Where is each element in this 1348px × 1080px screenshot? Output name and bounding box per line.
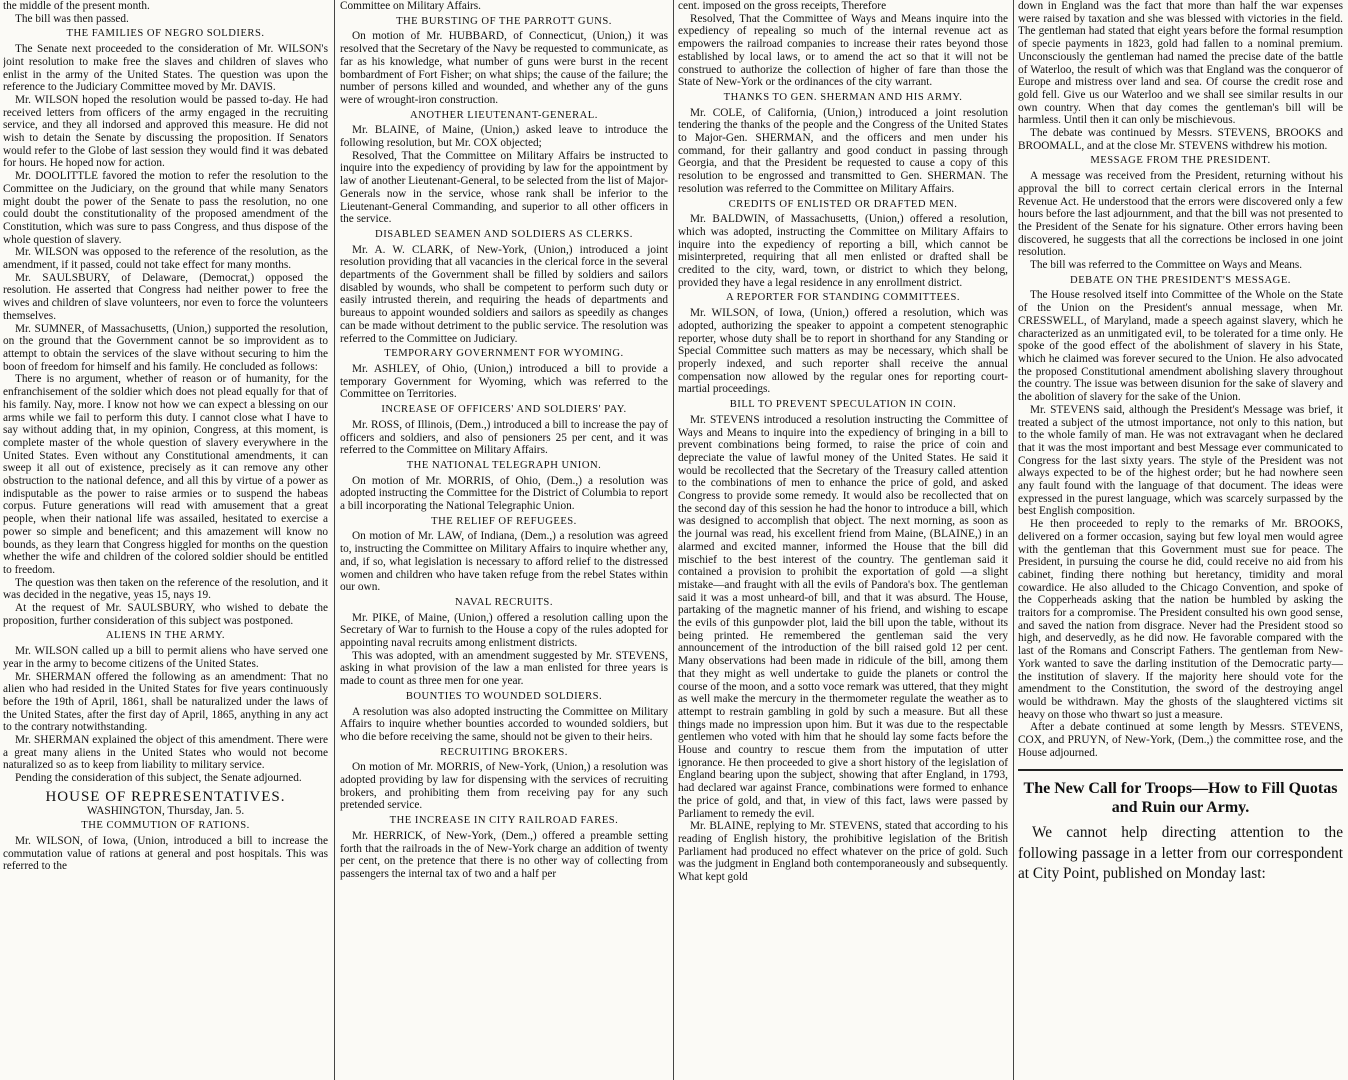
- column-3: [678, 0, 1008, 1080]
- paragraph: Mr. STEVENS introduced a resolution instructing the Committee of Ways and Means to inquire into the expediency of bringing in a bill to prevent combinations being formed, to raise the price of coin and depreciate the value of lawful money of the United States. He said it would be recollected that the Secretary of the Treasury called attention to the combinations of men to enhance the price of gold, and asked Congress to provide some remedy. It would also be recollected that on the second day of this session he had the honor to introduce a bill, which was designed to accomplish that object. The next morning, as soon as the journal was read, his excellent friend from Maine, (BLAINE,) in an alarmed and excited manner, informed the House that the bill did mischief to the best interest of the country. The gentleman said it contained a provision to prohibit the exportation of gold —a slight mistake—and fraught with all the evils of Pandora's box. The gentleman said it was a most unheard-of bill, and that it was absurd. The House, partaking of the magnetic manner of his friend, and wishing to escape the evils of this gunpowder plot, laid the bill upon the table, without its being printed. He remembered the gentleman said the very announcement of the introduction of the bill raised gold 12 per cent. Many observations had been made in ridicule of the bill, among them that they might as well undertake to guide the planets or control the course of the moon, and a sotto voce remark was uttered, that they might as well make the mercury in the thermometer regulate the weather as to attempt to restrain gambling in gold by such a measure. But all these things made no impression upon him. But it was due to the respectable gentlemen who voted with him that he should lay some facts before the House and country to rescue them from the imputation of utter ignorance. He then proceeded to give a short history of the legislation of England bearing upon the subject, showing that after England, in 1793, had declared war against France, combinations were formed to enhance the price of gold, and that, in view of this fact, laws were passed by Parliament to remedy the evil.: [678, 413, 1008, 820]
- section-heading: THE BURSTING OF THE PARROTT GUNS.: [396, 15, 612, 27]
- paragraph: A resolution was also adopted instructing the Committee on Military Affairs to inquire whether bounties accorded to wounded soldiers, but who die before receiving the same, should not be given to their heirs.: [340, 705, 668, 743]
- paragraph: The question was then taken on the reference of the resolution, and it was decided in the negative, yeas 15, nays 19.: [3, 576, 328, 602]
- paragraph: Mr. WILSON called up a bill to permit aliens who have served one year in the army to become citizens of the United States.: [3, 645, 328, 670]
- section-heading: THANKS TO GEN. SHERMAN AND HIS ARMY.: [723, 91, 963, 103]
- paragraph: Mr. SHERMAN offered the following as an amendment: That no alien who had resided in the United States for five years continuously before the 19th of April, 1861, shall be naturalized under the laws of the United States, after the first day of April, 1865, anything in any act to the contrary notwithstanding.: [3, 670, 328, 734]
- paragraph: The bill was then passed.: [15, 12, 129, 25]
- column-rule: [1013, 0, 1014, 1080]
- column-4: [1018, 0, 1343, 1080]
- paragraph: Pending the consideration of this subject, the Senate adjourned.: [15, 772, 302, 785]
- paragraph: On motion of Mr. LAW, of Indiana, (Dem.,) a resolution was agreed to, instructing the Committee on Military Affairs to inquire whether any, and, if so, what legislation is necessary to afford relief to the distressed women and children who have taken refuge from the rebel States within our own.: [340, 530, 668, 594]
- quoted-speech: There is no argument, whether of reason or of humanity, for the enfranchisement of the soldier which does not plead equally for that of his family. Nay, more. I know not how we can expect a blessing on our arms while we fail to perform this duty. I cannot close what I have to say without adding that, in my opinion, Congress, at this moment, is complete master of the whole question of slavery everywhere in the United States. Even without any Constitutional amendments, it can sweep it all out of existence, precisely as it can remove any other obstruction to the national defence, and all this by virtue of a power as indisputable as the power to raise armies or to suspend the habeas corpus. Future generations will read with amusement that a great people, when their national life was assailed, hesitated to exercise a power so simple and beneficent; and this amazement will know no bounds, as they learn that Congress higgled for months on the question whether the wife and children of the colored soldier should be entitled to freedom.: [3, 373, 328, 576]
- paragraph: The House resolved itself into Committee of the Whole on the State of the Union on the President's annual message, when Mr. CRESSWELL, of Maryland, made a speech against slavery, which he characterized as an unmitigated evil, to be tolerated for a time only. He spoke of the good effect of the abolishment of slavery in his State, which he claimed was forever secured to the Union. He also advocated the proposed Constitutional amendment abolishing slavery throughout the country. The issue was between disunion for the sake of slavery and the abolition of slavery for the sake of the Union.: [1018, 289, 1343, 404]
- paragraph: Mr. WILSON was opposed to the reference of the resolution, as the amendment, if it passed, could not take effect for many months.: [3, 246, 328, 272]
- paragraph: Mr. COLE, of California, (Union,) introduced a joint resolution tendering the thanks of the people and the Congress of the United States to Major-Gen. SHERMAN, and the officers and men under his command, for their gallantry and good conduct in passing through Georgia, and that the President be requested to cause a copy of this resolution to be engrossed and transmitted to Gen. SHERMAN. The resolution was referred to the Committee on Military Affairs.: [678, 106, 1008, 195]
- article-title: The New Call for Troops—How to Fill Quotas and Ruin our Army.: [1018, 769, 1343, 817]
- paragraph: A message was received from the President, returning without his approval the bill to correct certain clerical errors in the Internal Revenue Act. He understood that the errors were discovered only a few hours before the last adjournment, and that the bill was not presented to the President of the Senate for his signature. Other errors having been discovered, he suggests that all the corrections be inclosed in one joint resolution.: [1018, 170, 1343, 259]
- paragraph: Mr. STEVENS said, although the President's Message was brief, it treated a subject of the utmost importance, not only to this nation, but to the whole family of man. He was not extravagant when he declared that it was the most important and best Message ever communicated to Congress for the last sixty years. The style of the President was not always expected to be of the highest order; but he had nowhere seen any fault found with the language of that document. The ideas were expressed in the purest language, which was scarcely surpassed by the best English composition.: [1018, 403, 1343, 518]
- section-heading: DEBATE ON THE PRESIDENT'S MESSAGE.: [1070, 274, 1291, 286]
- paragraph: He then proceeded to reply to the remarks of Mr. BROOKS, delivered on a former occasion, saying but few loyal men would agree with the gentleman that this Government must sue for peace. The President, in pursuing the course he did, could receive no aid from his cabinet, finding there nothing but heretancy, timidity and moral cowardice. He also alluded to the Chicago Convention, and spoke of the Copperheads asking that the nation be humbled by asking the traitors for a compromise. The President consulted his own good sense, and saved the nation from disgrace. Never had the President stood so high, and deservedly, as he did now. He favorable compared with the last of the Romans and Conscript Fathers. The gentleman from New-York wanted to save the darling institution of the Democratic party—the institution of slavery. If the majority here should vote for the amendment to the Constitution, the sword of the destroying angel would be withdrawn. May the ghosts of the slaughtered victims sit heavy on those who thwart so just a measure.: [1018, 518, 1343, 721]
- paragraph: The bill was referred to the Committee on Ways and Means.: [1030, 259, 1303, 272]
- section-heading: ANOTHER LIEUTENANT-GENERAL.: [410, 109, 598, 121]
- paragraph: Mr. WILSON hoped the resolution would be passed to-day. He had received letters from officers of the army engaged in the recruiting service, and they all indorsed and approved this measure. He did not wish to detain the Senate by discussing the proposition. If Senators would refer to the Globe of last session they would find it was debated for hours. He hoped now for action.: [3, 93, 328, 170]
- paragraph: the middle of the present month.: [3, 0, 150, 12]
- paragraph: Mr. PIKE, of Maine, (Union,) offered a resolution calling upon the Secretary of War to furnish to the House a copy of the rules adopted for appointing naval recruits among enlistment districts.: [340, 611, 668, 650]
- section-heading: A REPORTER FOR STANDING COMMITTEES.: [725, 292, 961, 304]
- paragraph: Mr. A. W. CLARK, of New-York, (Union,) introduced a joint resolution providing that all vacancies in the clerical force in the several departments of the Government shall be filled by soldiers and sailors disabled by wounds, who shall be competent to perform such duty or easily intrusted therein, and requiring the heads of departments and bureaus to appoint wounded soldiers and sailors as speedily as changes can be made without detriment to the public service. The resolution was referred to the Committee on Judiciary.: [340, 243, 668, 345]
- section-heading: NAVAL RECRUITS.: [455, 596, 553, 608]
- section-heading: BILL TO PREVENT SPECULATION IN COIN.: [729, 399, 957, 411]
- section-heading: RECRUITING BROKERS.: [440, 746, 568, 758]
- paragraph: At the request of Mr. SAULSBURY, who wished to debate the proposition, further consideration of this subject was postponed.: [3, 602, 328, 627]
- section-heading: CREDITS OF ENLISTED OR DRAFTED MEN.: [728, 198, 958, 210]
- paragraph: cent. imposed on the gross receipts, Therefore: [678, 0, 887, 12]
- paragraph: Mr. BLAINE, of Maine, (Union,) asked leave to introduce the following resolution, but Mr. COX objected;: [340, 124, 668, 150]
- section-heading: THE FAMILIES OF NEGRO SOLDIERS.: [66, 28, 265, 40]
- paragraph: On motion of Mr. MORRIS, of New-York, (Union,) a resolution was adopted providing by law for dispensing with the services of recruiting brokers, and prohibiting them from receiving pay for any such pretended service.: [340, 761, 668, 812]
- column-2: [340, 0, 668, 1080]
- paragraph: Mr. WILSON, of Iowa, (Union,) offered a resolution, which was adopted, authorizing the speaker to appoint a competent stenographic reporter, whose duty shall be to report in shorthand for any Standing or Special Committee such matters as may be necessary, which shall be properly indexed, and such reporter shall receive the annual compensation now allowed by the regular ones for reporting court-martial proceedings.: [678, 307, 1008, 396]
- paragraph: down in England was the fact that more than half the war expenses were raised by taxation and she was blessed with victories in the field. The gentleman had stated that eight years before the formal resumption of specie payments in 1823, gold had fallen to a nominal premium. Unconsciously the gentleman had named the precise date of the battle of Waterloo, the result of which was that England was the conqueror of Europe and mistress over land and sea. Of course the credit rose and gold fell. Give us our Waterloo and we shall see similar results in our own country. When that day comes the gentleman's bill will be harmless. Until then it can only be mischievous.: [1018, 0, 1343, 127]
- section-heading: THE RELIEF OF REFUGEES.: [431, 515, 577, 527]
- section-heading: THE COMMUTION OF RATIONS.: [81, 820, 250, 832]
- paragraph: Mr. ROSS, of Illinois, (Dem.,) introduced a bill to increase the pay of officers and soldiers, and also of pensioners 25 per cent, and it was referred to the Committee on Military Affairs.: [340, 418, 668, 457]
- paragraph: Mr. BLAINE, replying to Mr. STEVENS, stated that according to his reading of English history, the prohibitive legislation of the British Parliament had produced no effect whatever on the price of gold. Such was the judgment in England both contemporaneously and subsequently. What kept gold: [678, 820, 1008, 884]
- paragraph: This was adopted, with an amendment suggested by Mr. STEVENS, asking in what provision of the law a man enlisted for three years is made to count as three men for one year.: [340, 649, 668, 688]
- paragraph: Mr. SHERMAN explained the object of this amendment. There were a great many aliens in the United States who would not become naturalized so as to keep from liability to military service.: [3, 734, 328, 772]
- resolution-text: Resolved, That the Committee of Ways and Means inquire into the expediency of repealing so much of the internal revenue act as empowers the railroad companies to increase their rates beyond those established by local laws, or to amend the act so that it will not be construed to authorize the collection of higher of fare than those the State of New-York or the ordinances of the city warrant.: [678, 12, 1008, 89]
- paragraph: Mr. WILSON, of Iowa, (Union, introduced a bill to increase the commutation value of rations at general and post hospitals. This was referred to the: [3, 835, 328, 873]
- column-rule: [673, 0, 674, 1080]
- resolution-text: Resolved, That the Committee on Military Affairs be instructed to inquire into the expediency of providing by law for the appointment by law of another Lieutenant-General, to be selected from the list of Major-Generals now in the service, whose rank shall be inferior to the Lieutenant-General Commanding, and superior to all other officers in the service.: [340, 149, 668, 226]
- paragraph: After a debate continued at some length by Messrs. STEVENS, COX, and PRUYN, of New-York, (Dem.,) the committee rose, and the House adjourned.: [1018, 721, 1343, 759]
- paragraph: On motion of Mr. MORRIS, of Ohio, (Dem.,) a resolution was adopted instructing the Committee for the District of Columbia to report a bill incorporating the National Telegraphic Union.: [340, 474, 668, 513]
- paragraph: Committee on Military Affairs.: [340, 0, 481, 12]
- section-heading: THE NATIONAL TELEGRAPH UNION.: [406, 459, 602, 471]
- paragraph: Mr. DOOLITTLE favored the motion to refer the resolution to the Committee on the Judiciary, on the ground that while many Senators might doubt the power of the Senate to pass the resolution, no one could doubt the constitutionality of the proposed amendment of the Constitution, which was sure to pass Congress, and thus dispose of the whole question of slavery.: [3, 170, 328, 246]
- section-heading: MESSAGE FROM THE PRESIDENT.: [1090, 155, 1271, 167]
- paragraph: Mr. ASHLEY, of Ohio, (Union,) introduced a bill to provide a temporary Government for Wyoming, which was referred to the Committee on Territories.: [340, 362, 668, 401]
- column-rule: [334, 0, 335, 1080]
- paragraph: Mr. SUMNER, of Massachusetts, (Union,) supported the resolution, on the ground that the Government cannot be so improvident as to attempt to obtain the services of the slave without securing to him the boon of freedom for himself and his family. He concluded as follows:: [3, 322, 328, 373]
- section-heading: THE INCREASE IN CITY RAILROAD FARES.: [389, 815, 619, 827]
- section-heading: DISABLED SEAMEN AND SOLDIERS AS CLERKS.: [375, 228, 633, 240]
- paragraph: Mr. SAULSBURY, of Delaware, (Democrat,) opposed the resolution. He asserted that Congress had neither power to free the wives and children of slave volunteers, nor even to force the volunteers themselves.: [3, 271, 328, 322]
- column-1: [3, 0, 328, 1080]
- paragraph: On motion of Mr. HUBBARD, of Connecticut, (Union,) it was resolved that the Secretary of the Navy be requested to communicate, as far as his knowledge, what number of guns were burst in the recent bombardment of Fort Fisher; on what ships; the cause of the failure; the number of persons killed and wounded, and whether any of the guns were of wrought-iron construction.: [340, 30, 668, 106]
- paragraph: Mr. BALDWIN, of Massachusetts, (Union,) offered a resolution, which was adopted, instructing the Committee on Military Affairs to inquire into the expediency of reporting a bill, which cannot be misinterpreted, requiring that all men enlisted or drafted shall be credited to the city, ward, town, or district to which they belong, provided they have a legal residence in any enrollment district.: [678, 213, 1008, 289]
- paragraph: The debate was continued by Messrs. STEVENS, BROOKS and BROOMALL, and at the close Mr. STEVENS withdrew his motion.: [1018, 127, 1343, 152]
- section-heading: ALIENS IN THE ARMY.: [105, 630, 226, 642]
- dateline: WASHINGTON, Thursday, Jan. 5.: [86, 804, 245, 817]
- section-heading: INCREASE OF OFFICERS' AND SOLDIERS' PAY.: [381, 404, 627, 416]
- section-heading: BOUNTIES TO WOUNDED SOLDIERS.: [405, 690, 603, 702]
- house-heading: HOUSE OF REPRESENTATIVES.: [45, 788, 286, 805]
- section-heading: TEMPORARY GOVERNMENT FOR WYOMING.: [384, 348, 624, 360]
- article-lead: [1018, 823, 1343, 885]
- paragraph: The Senate next proceeded to the consideration of Mr. WILSON's joint resolution to make free the slaves and children of slaves who enlist in the army of the United States. The question was upon the reference to the Judiciary Committee moved by Mr. DAVIS.: [3, 43, 328, 94]
- paragraph: We cannot help directing attention to the following passage in a letter from our correspondent at City Point, published on Monday last:: [1018, 824, 1343, 883]
- paragraph: Mr. HERRICK, of New-York, (Dem.,) offered a preamble setting forth that the railroads in the of New-York charge an addition of twenty per cent, on the pretence that there is no other way of collecting from passengers the internal tax of two and a half per: [340, 829, 668, 880]
